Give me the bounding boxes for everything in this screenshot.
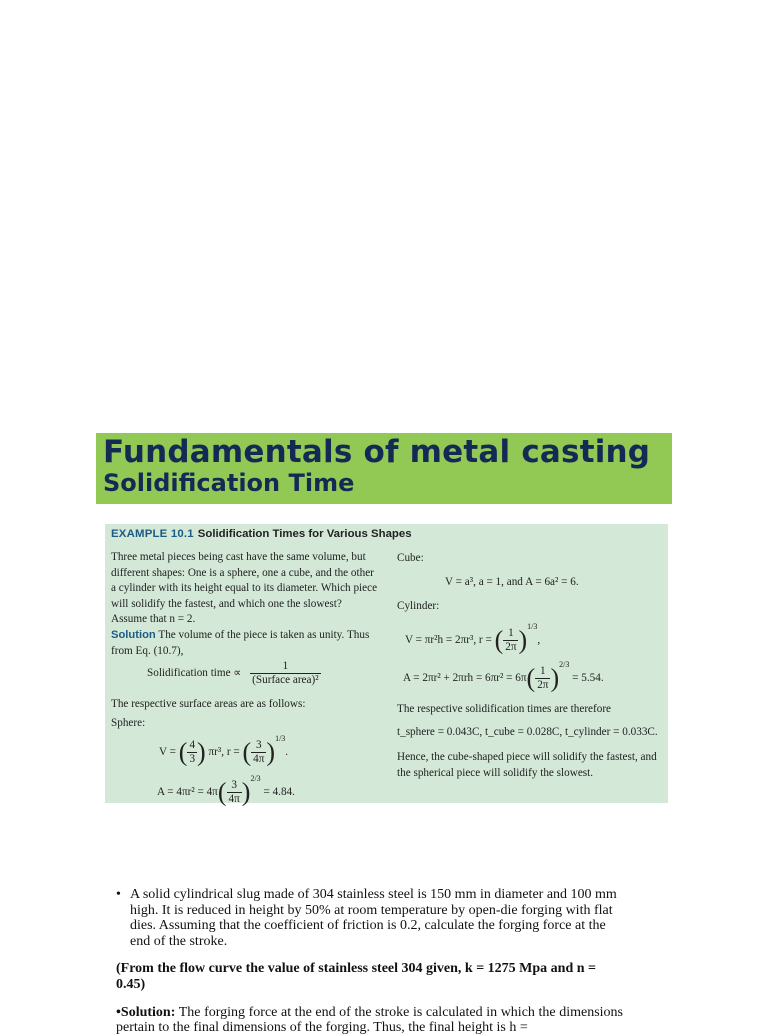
cyl-a-den: 2π: [537, 678, 549, 691]
paren-left: (: [526, 663, 536, 693]
sphere-r-num: 3: [251, 739, 266, 753]
sphere-r-exponent: 1/3: [275, 734, 286, 743]
cyl-r-num: 1: [503, 627, 518, 641]
cyl-r-fraction: [503, 627, 518, 654]
sphere-a-lhs: A = 4πr² = 4π: [157, 786, 218, 798]
paren-right: ): [518, 625, 528, 655]
sphere-a-num: 3: [227, 779, 242, 793]
cylinder-volume-equation: V = πr²h = 2πr³, r = ( $\frac{1}{2\pi}$ )$^{1/3}$,: [405, 622, 541, 655]
example-problem: Three metal pieces being cast have the same volume, but different shapes: One is a sphere, one a cube, and the other a cylinder with its height equal to its diameter. Which piece will solidify the fastest, and which one the slowest? Assume that n = 2.: [111, 551, 378, 626]
cyl-v-lhs: V = πr²h = 2πr³, r =: [405, 634, 492, 646]
cyl-a-lhs: A = 2πr² + 2πrh = 6πr² = 6π: [403, 672, 527, 684]
sphere-label: Sphere:: [111, 717, 146, 729]
slide-subtitle: Solidification Time: [103, 469, 355, 497]
sphere-v-tail: πr³, r =: [208, 746, 240, 758]
cyl-r-den: 2π: [505, 640, 517, 653]
paren-right: ): [241, 777, 251, 807]
slide-title: Fundamentals of metal casting: [103, 434, 651, 470]
fraction-denominator: (Surface area)²: [252, 674, 319, 686]
paren-left: (: [494, 625, 504, 655]
sphere-a-fraction: [227, 779, 242, 806]
sphere-v-fraction: [187, 739, 197, 766]
solution-text: The volume of the piece is taken as unity. Thus from Eq. (10.7),: [111, 628, 370, 657]
example-heading: [111, 528, 412, 540]
sphere-a-exponent: 2/3: [250, 774, 261, 783]
conclusion-text: Hence, the cube-shaped piece will solidify the fastest, and the spherical piece will solidify the slowest.: [397, 751, 657, 779]
paren-left: (: [242, 737, 252, 767]
paren-left: (: [178, 737, 188, 767]
example-figure: [105, 524, 668, 807]
flow-curve-note: (From the flow curve the value of stainless steel 304 given, k = 1275 Mpa and n = 0.45): [116, 961, 597, 992]
fraction-numerator: 1: [250, 660, 320, 674]
sphere-volume-equation: V = ( $\frac{4}{3}$ ) πr³, r = ( $\frac{3}{4\pi}$ )$^{1/3}$.: [159, 734, 289, 767]
paren-left: (: [217, 777, 227, 807]
example-solution: [111, 628, 379, 659]
bullet-icon: •: [116, 887, 121, 902]
solution-label: Solution: [111, 628, 156, 641]
slide-title-band: [96, 433, 672, 504]
sphere-a-result: = 4.84.: [263, 786, 295, 798]
solution-paragraph: [116, 1005, 623, 1036]
solution-text: The forging force at the end of the stroke is calculated in which the dimensions pertain to the final dimensions of the forging. Thus, the final height is h =: [116, 1004, 623, 1036]
sphere-r-den: 4π: [253, 752, 265, 765]
cylinder-label: Cylinder:: [397, 600, 440, 612]
cylinder-area-equation: [403, 660, 604, 692]
paren-right: ): [197, 737, 206, 767]
cube-label: Cube:: [397, 552, 424, 564]
cyl-a-exponent: 2/3: [559, 660, 570, 669]
problem-text: A solid cylindrical slug made of 304 stainless steel is 150 mm in diameter and 100 mm high. It is reduced in height by 50% at room temperature by open-die forging with flat dies. Assuming that the coefficient of friction is 0.2, calculate the forging force at the end of the stroke.: [130, 887, 617, 949]
cube-equation: V = a³, a = 1, and A = 6a² = 6.: [445, 576, 579, 588]
solidification-fraction: [250, 660, 320, 687]
example-left-column: [111, 550, 379, 659]
sphere-v-lhs: V =: [159, 746, 176, 758]
sphere-v-den: 3: [189, 752, 196, 765]
solution-label: •Solution:: [116, 1004, 176, 1020]
example-title: Solidification Times for Various Shapes: [197, 528, 412, 540]
cyl-r-exponent: 1/3: [527, 622, 538, 631]
sphere-area-equation: [157, 774, 295, 806]
respective-areas-text: The respective surface areas are as follows:: [111, 698, 306, 710]
sphere-a-den: 4π: [228, 792, 240, 805]
sphere-r-fraction: [251, 739, 266, 766]
cyl-a-num: 1: [535, 665, 550, 679]
times-equation: t_sphere = 0.043C, t_cube = 0.028C, t_cylinder = 0.033C.: [397, 726, 658, 738]
example-number: EXAMPLE 10.1: [111, 528, 194, 540]
solidification-label: Solidification time ∝: [147, 667, 242, 680]
sphere-v-num: 4: [189, 738, 196, 751]
list-item: [116, 887, 623, 949]
respective-times-text: The respective solidification times are therefore: [397, 703, 612, 715]
solidification-time-equation: [147, 660, 321, 687]
cyl-a-result: = 5.54.: [572, 672, 604, 684]
paren-right: ): [266, 737, 276, 767]
problem-statement: [116, 887, 623, 1036]
cyl-a-fraction: [535, 665, 550, 692]
paren-right: ): [550, 663, 560, 693]
